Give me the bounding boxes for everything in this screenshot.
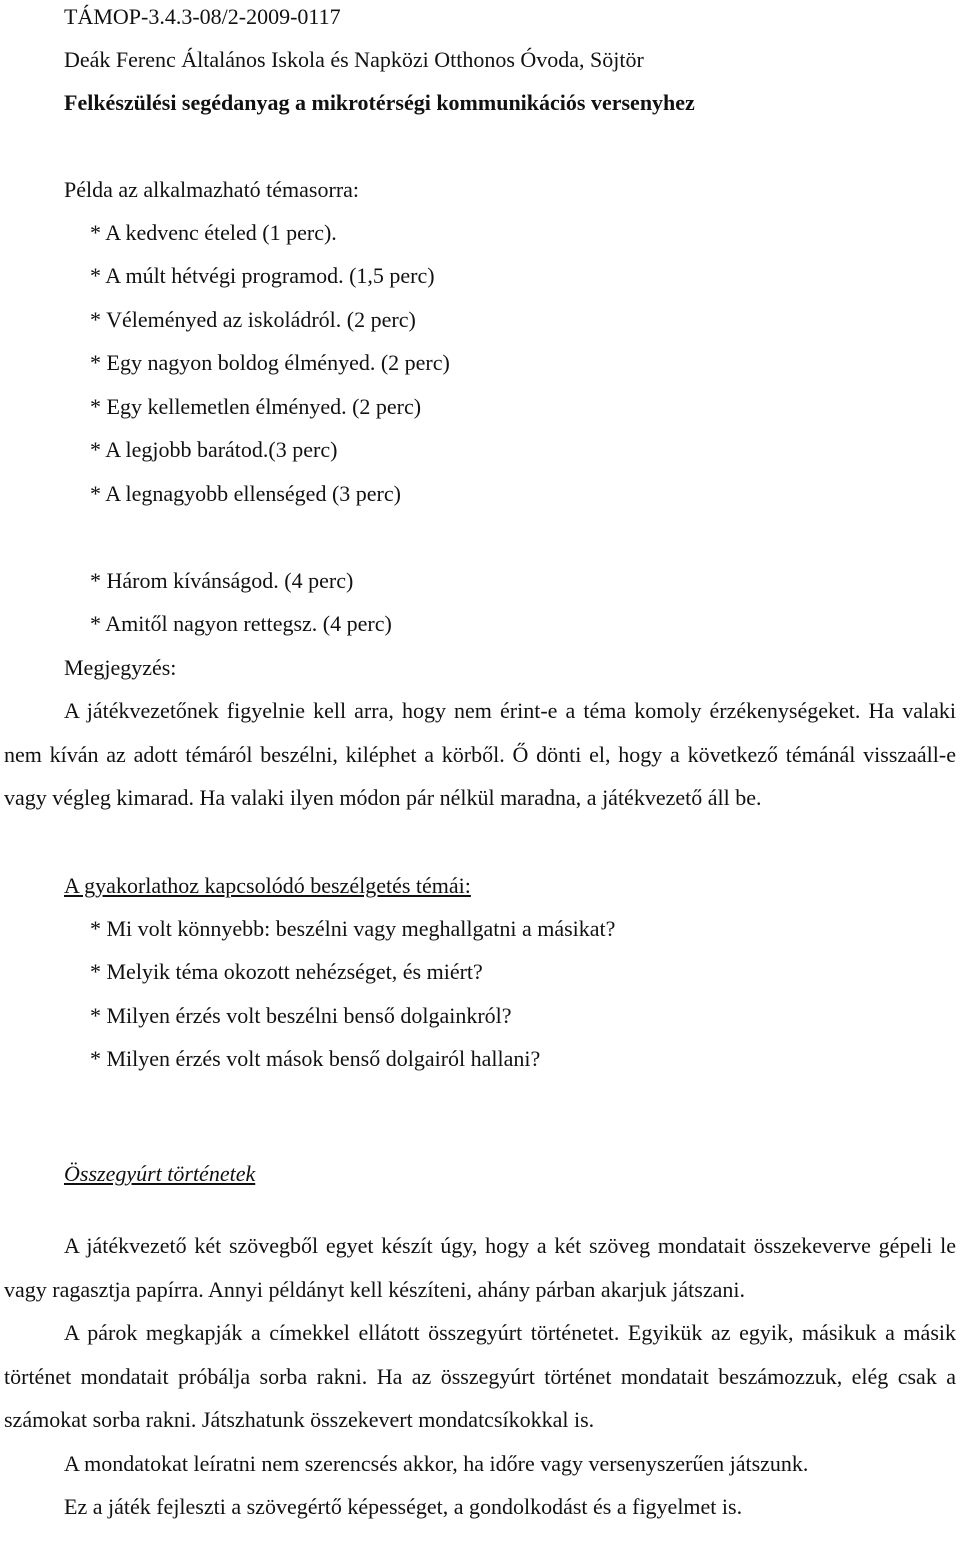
topic-item: * Egy kellemetlen élményed. (2 perc): [90, 394, 422, 419]
topic-item: * Véleményed az iskoládról. (2 perc): [90, 307, 416, 332]
topic-item: * Amitől nagyon rettegsz. (4 perc): [90, 611, 392, 636]
note-label: Megjegyzés:: [64, 655, 177, 680]
discussion-item: * Mi volt könnyebb: beszélni vagy meghallgatni a másikat?: [90, 916, 616, 941]
section-title: Összegyúrt történetek: [64, 1161, 256, 1186]
section-body: [4, 1224, 956, 1529]
topic-item: * A múlt hétvégi programod. (1,5 perc): [90, 263, 435, 288]
discussion-item: * Milyen érzés volt beszélni benső dolgainkról?: [90, 1003, 512, 1028]
topic-item: * Három kívánságod. (4 perc): [90, 568, 354, 593]
section-paragraph: A játékvezető két szövegből egyet készít úgy, hogy a két szöveg mondatait összekeverve gépeli le vagy ragasztja papírra. Annyi példányt kell készíteni, ahány párban akarjuk játszani.: [4, 1233, 956, 1302]
project-code: TÁMOP-3.4.3-08/2-2009-0117: [64, 4, 341, 29]
discussion-heading: A gyakorlathoz kapcsolódó beszélgetés témái:: [64, 873, 471, 898]
section-paragraph: Ez a játék fejleszti a szövegértő képességet, a gondolkodást és a figyelmet is.: [64, 1494, 743, 1519]
institution-name: Deák Ferenc Általános Iskola és Napközi Otthonos Óvoda, Söjtör: [64, 47, 644, 72]
topic-item: * A legjobb barátod.(3 perc): [90, 437, 338, 462]
section-paragraph: A párok megkapják a címekkel ellátott összegyúrt történetet. Egyikük az egyik, másikuk a másik történet mondatait próbálja sorba rakni. Ha az összegyúrt történet mondatait beszámozzuk, elég csak a számokat sorba rakni. Játszhatunk összekevert mondatcsíkokkal is.: [4, 1320, 956, 1432]
section-paragraph: A mondatokat leíratni nem szerencsés akkor, ha időre vagy versenyszerűen játszunk.: [64, 1450, 809, 1476]
discussion-item: * Milyen érzés volt mások benső dolgairól hallani?: [90, 1046, 541, 1071]
topics-intro: Példa az alkalmazható témasorra:: [64, 177, 360, 202]
document-subtitle: Felkészülési segédanyag a mikrotérségi kommunikációs versenyhez: [64, 90, 695, 115]
topic-item: * A legnagyobb ellenséged (3 perc): [90, 481, 401, 506]
topic-item: * A kedvenc ételed (1 perc).: [90, 220, 337, 245]
discussion-item: * Melyik téma okozott nehézséget, és miért?: [90, 959, 483, 984]
note-paragraph-block: [4, 689, 956, 820]
note-paragraph: A játékvezetőnek figyelnie kell arra, hogy nem érint-e a téma komoly érzékenységeket. Ha valaki nem kíván az adott témáról beszélni, kiléphet a körből. Ő dönti el, hogy a következő témánál visszaáll-e vagy végleg kimarad. Ha valaki ilyen módon pár nélkül maradna, a játékvezető áll be.: [4, 698, 956, 810]
topic-item: * Egy nagyon boldog élményed. (2 perc): [90, 350, 450, 375]
